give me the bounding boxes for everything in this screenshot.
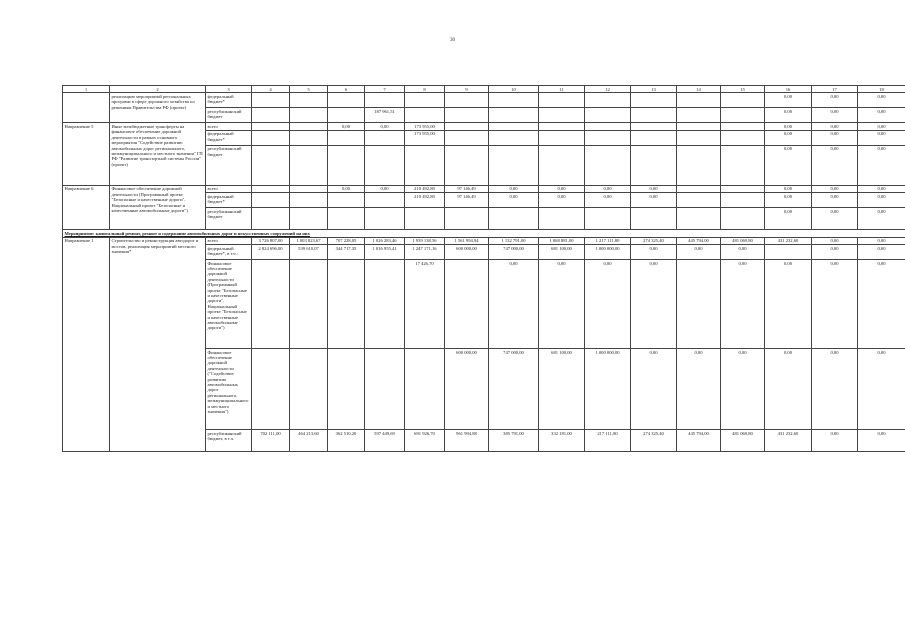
table-row <box>63 123 905 130</box>
table-cell: 274 325,40 <box>631 237 677 244</box>
table-cell: 0,00 <box>812 260 858 349</box>
section-row <box>63 230 905 237</box>
table-cell: 539 610,07 <box>290 245 328 260</box>
table-cell <box>765 245 812 260</box>
table-cell: 597 449,69 <box>365 430 405 452</box>
table-cell: 0,00 <box>812 145 858 185</box>
table-cell: 0,00 <box>765 130 812 145</box>
table-cell: 0,00 <box>858 185 905 192</box>
page-number: 30 <box>450 38 455 43</box>
table-cell: 0,00 <box>765 185 812 192</box>
col-header: 11 <box>539 86 585 93</box>
section-title: Мероприятие: капитальный ремонт, ремонт и содержание автомобильных дорог и искусственных сооружений на них <box>63 230 905 237</box>
table-cell: 0,00 <box>765 123 812 130</box>
table-cell: 0,00 <box>812 130 858 145</box>
funding-source: федеральный бюджет* <box>206 130 252 145</box>
direction-description: реализацию мероприятий региональных программ в сфере дорожного хозяйства по решениям Правительства РФ (проект) <box>110 93 206 123</box>
table-cell: 1 003 823,67 <box>290 237 328 244</box>
direction-description: Финансовое обеспечение дорожной деятельности (Программный проект "Безопасные и качественные дороги", Национальный проект "Безопасные и качественные автомобильные дороги") <box>110 185 206 229</box>
table-cell: 0,00 <box>765 145 812 185</box>
col-header: 14 <box>677 86 721 93</box>
col-header: 8 <box>405 86 445 93</box>
budget-table <box>62 85 905 452</box>
funding-source: федеральный бюджет* <box>206 93 252 108</box>
table-cell: 0,00 <box>631 245 677 260</box>
table-cell: 0,00 <box>631 260 677 349</box>
col-header: 9 <box>445 86 489 93</box>
table-cell: 274 325,40 <box>631 430 677 452</box>
table-cell: 1 000 000,00 <box>585 245 631 260</box>
table-cell: 681 100,00 <box>539 349 585 430</box>
table-cell: 0,00 <box>631 193 677 208</box>
table-cell: 332 181,00 <box>539 430 585 452</box>
table-cell: 0,00 <box>585 185 631 192</box>
col-header: 6 <box>328 86 365 93</box>
table-cell: 681 100,00 <box>539 245 585 260</box>
table-cell: 747 000,00 <box>489 349 539 430</box>
table-cell: 0,00 <box>858 349 905 430</box>
table-cell: 0,00 <box>365 185 405 192</box>
table-cell: 0,00 <box>858 193 905 208</box>
table-cell: 445 794,00 <box>677 237 721 244</box>
table-cell: 0,00 <box>812 93 858 108</box>
table-cell: 0,00 <box>631 185 677 192</box>
col-header: 4 <box>252 86 290 93</box>
table-cell: 0,00 <box>765 93 812 108</box>
funding-source: республиканский бюджет, в т.ч. <box>206 430 252 452</box>
table-cell: 0,00 <box>539 193 585 208</box>
table-cell: 0,00 <box>365 123 405 130</box>
table-cell: 431 232,60 <box>765 237 812 244</box>
col-header: 13 <box>631 86 677 93</box>
table-cell: 0,00 <box>677 245 721 260</box>
col-header: 3 <box>206 86 252 93</box>
col-header: 16 <box>765 86 812 93</box>
col-header: 12 <box>585 86 631 93</box>
table-cell: 0,00 <box>812 123 858 130</box>
table-cell: 0,00 <box>765 260 812 349</box>
table-cell: 0,00 <box>677 349 721 430</box>
table-cell: 0,00 <box>858 430 905 452</box>
funding-source: республиканский бюджет <box>206 145 252 185</box>
table-cell: 431 232,60 <box>765 430 812 452</box>
table-cell: 691 926,70 <box>405 430 445 452</box>
table-cell: 1 561 994,94 <box>445 237 489 244</box>
table-cell: 362 510,20 <box>328 430 365 452</box>
table-cell: 0,00 <box>765 193 812 208</box>
direction-label: Направление 1 <box>63 237 110 451</box>
direction-label: Направление 6 <box>63 185 110 229</box>
table-cell: 481 069,80 <box>721 237 765 244</box>
col-header: 15 <box>721 86 765 93</box>
col-header: 5 <box>290 86 328 93</box>
column-header-row <box>63 86 905 93</box>
table-cell: 1 939 138,56 <box>405 237 445 244</box>
table-cell: 1 217 111,80 <box>585 237 631 244</box>
table-cell: 0,00 <box>858 93 905 108</box>
table-cell: 3 726 807,00 <box>252 237 290 244</box>
table-cell: 1 000 000,00 <box>585 349 631 430</box>
table-cell: 0,00 <box>328 185 365 192</box>
table-cell: 747 000,00 <box>489 245 539 260</box>
funding-source: республиканский бюджет <box>206 208 252 230</box>
table-cell: 0,00 <box>858 123 905 130</box>
col-header: 7 <box>365 86 405 93</box>
table-row <box>63 93 905 108</box>
table-cell: 1 247 171,16 <box>405 245 445 260</box>
col-header: 1 <box>63 86 110 93</box>
table-cell: 0,00 <box>858 208 905 230</box>
table-cell: 0,00 <box>489 260 539 349</box>
table-cell: 344 717,35 <box>328 245 365 260</box>
table-cell: 0,00 <box>858 260 905 349</box>
table-cell: 385 791,00 <box>489 430 539 452</box>
table-cell: 217 111,80 <box>585 430 631 452</box>
table-cell: 481 069,80 <box>721 430 765 452</box>
table-cell: 702 111,00 <box>252 430 290 452</box>
table-cell: 464 213,60 <box>290 430 328 452</box>
table-cell: 0,00 <box>489 193 539 208</box>
table-cell: 0,00 <box>721 260 765 349</box>
table-cell: 0,00 <box>812 237 858 244</box>
table-cell: 707 228,05 <box>328 237 365 244</box>
table-cell: 210 492,80 <box>405 185 445 192</box>
table-cell: 0,00 <box>765 349 812 430</box>
table-cell: 0,00 <box>812 208 858 230</box>
direction-description: Строительство и реконструкция автодорог и мостов, реализация мероприятий местного значения* <box>110 237 206 451</box>
funding-subsource: Финансовое обеспечение дорожной деятельности ("Содействие развитию автомобильных дорог регионального, межмуниципального и местного значения") <box>206 349 252 430</box>
table-cell: 0,00 <box>328 123 365 130</box>
col-header: 2 <box>110 86 206 93</box>
table-cell: 0,00 <box>631 349 677 430</box>
table-cell: 97 146,49 <box>445 185 489 192</box>
table-cell: 0,00 <box>858 237 905 244</box>
table-cell: 0,00 <box>812 245 858 260</box>
col-header: 10 <box>489 86 539 93</box>
table-cell: 1 026 283,46 <box>365 237 405 244</box>
table-cell: 0,00 <box>812 430 858 452</box>
table-cell: 1 068 881,00 <box>539 237 585 244</box>
table-cell: 0,00 <box>858 108 905 123</box>
table-cell: 0,00 <box>539 260 585 349</box>
table-cell: 0,00 <box>489 185 539 192</box>
table-cell: 0,00 <box>812 349 858 430</box>
table-cell: 0,00 <box>721 349 765 430</box>
table-cell: 0,00 <box>585 193 631 208</box>
table-cell: 0,00 <box>812 185 858 192</box>
table-cell: 0,00 <box>539 185 585 192</box>
table-cell: 210 492,80 <box>405 193 445 208</box>
table-cell: 0,00 <box>858 145 905 185</box>
table-cell: 600 000,00 <box>445 245 489 260</box>
table-cell: 173 955,00 <box>405 123 445 130</box>
direction-label: Направление 5 <box>63 123 110 185</box>
table-cell: 0,00 <box>765 108 812 123</box>
funding-source: всего <box>206 123 252 130</box>
table-cell: 0,00 <box>765 208 812 230</box>
table-cell: 445 794,00 <box>677 430 721 452</box>
funding-source: всего <box>206 185 252 192</box>
table-cell: 0,00 <box>812 193 858 208</box>
funding-source: республиканский бюджет <box>206 108 252 123</box>
col-header: 18 <box>858 86 905 93</box>
table-cell: 1 132 791,00 <box>489 237 539 244</box>
table-row <box>63 237 905 244</box>
table-cell: 600 000,00 <box>445 349 489 430</box>
table-cell: 0,00 <box>858 130 905 145</box>
table-cell: 0,00 <box>858 245 905 260</box>
table-cell: 17 426,70 <box>405 260 445 349</box>
table-cell: 97 146,49 <box>445 193 489 208</box>
table-cell: 961 994,88 <box>445 430 489 452</box>
table-cell: 0,00 <box>585 260 631 349</box>
table-cell: 173 955,00 <box>405 130 445 145</box>
funding-source: федеральный бюджет*, в т.ч.: <box>206 245 252 260</box>
table-cell: 187 961,51 <box>365 108 405 123</box>
table-cell: 0,00 <box>721 245 765 260</box>
table-cell: 1 016 955,41 <box>365 245 405 260</box>
funding-subsource: Финансовое обеспечение дорожной деятельности (Программный проект "Безопасные и качественные дороги", Национальный проект "Безопасные и качественные автомобильные дороги") <box>206 260 252 349</box>
direction-description: Иные межбюджетные трансферты на финансовое обеспечение дорожной деятельности в рамках основного мероприятия "Содействие развитию автомобильных дорог регионального, межмуниципального и местного значения" ГП РФ "Развитие транспортной системы России" (проект) <box>110 123 206 185</box>
funding-source: всего <box>206 237 252 244</box>
col-header: 17 <box>812 86 858 93</box>
table-row <box>63 185 905 192</box>
funding-source: федеральный бюджет* <box>206 193 252 208</box>
table-cell: 2 824 696,00 <box>252 245 290 260</box>
table-cell: 0,00 <box>812 108 858 123</box>
